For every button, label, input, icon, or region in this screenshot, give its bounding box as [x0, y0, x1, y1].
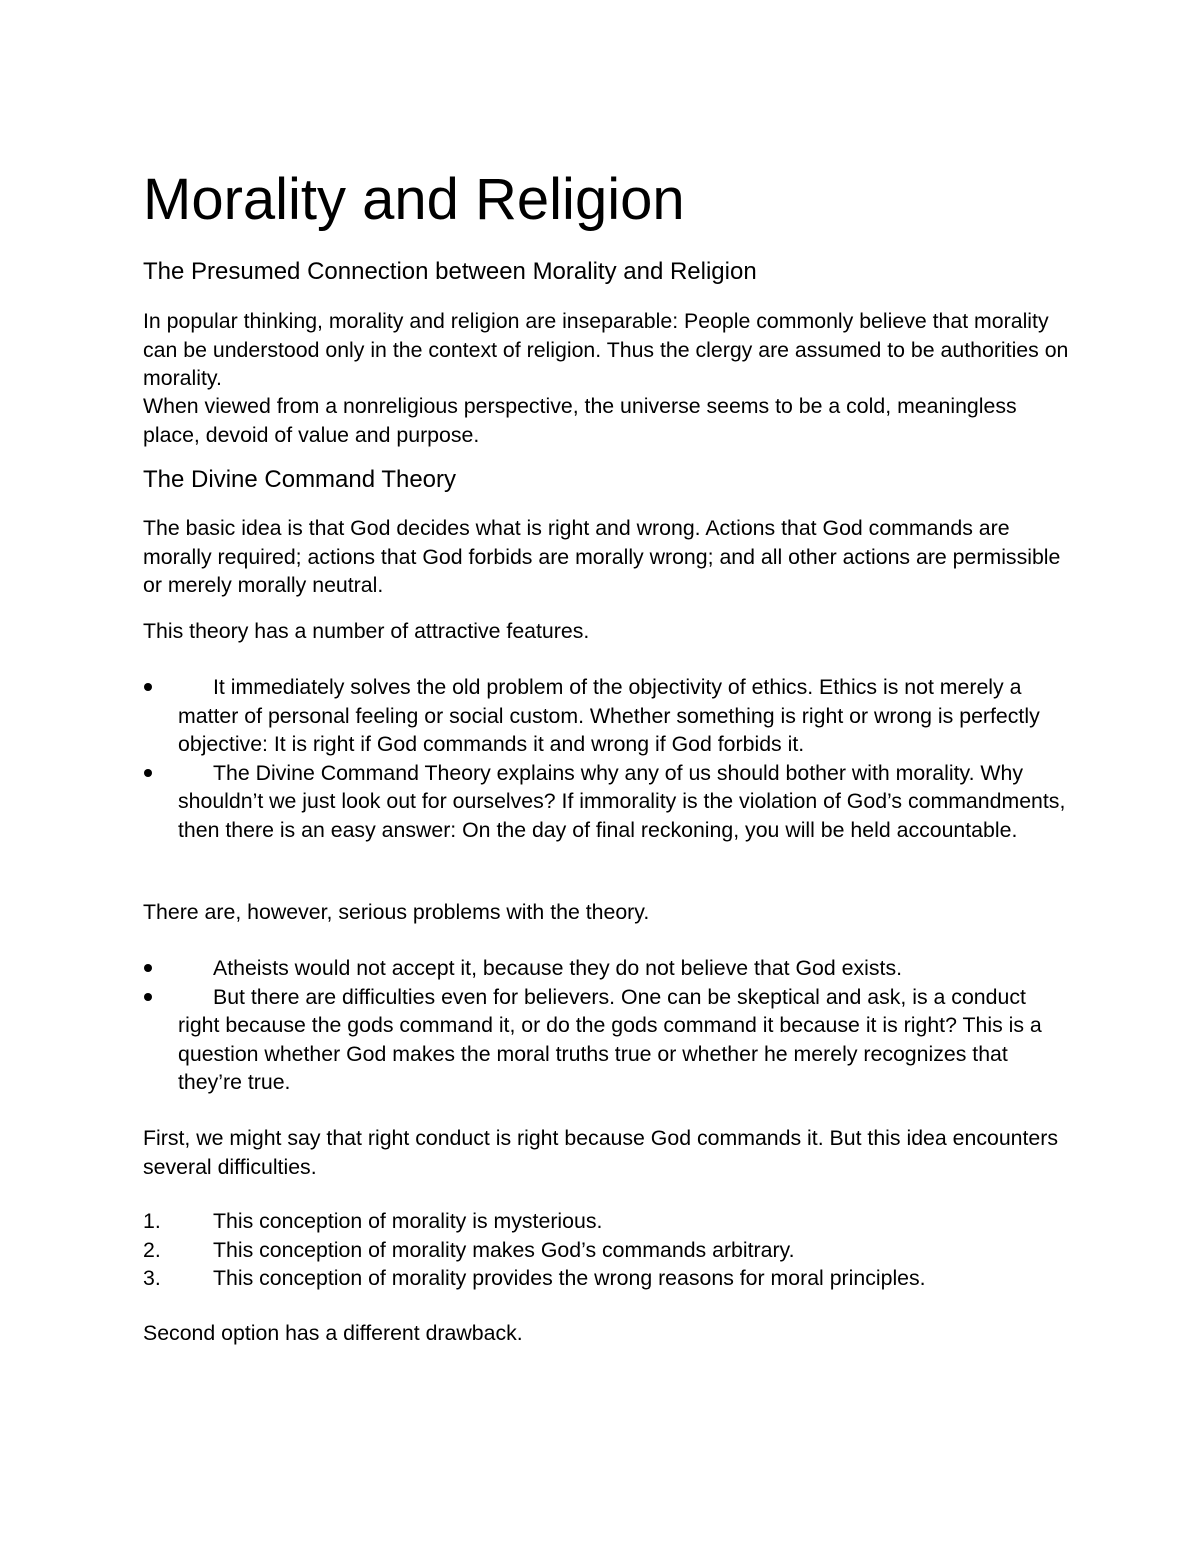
list-item	[143, 983, 1073, 1097]
difficulty-text: This conception of morality is mysterious.	[213, 1209, 603, 1233]
list-item	[143, 759, 1073, 845]
list-number: 2.	[143, 1237, 161, 1262]
feature-text: It immediately solves the old problem of the objectivity of ethics. Ethics is not merely a matter of personal feeling or social custom. Whether something is right or wrong is perfectly objective: It is right if God commands it and wrong if God forbids it.	[178, 675, 1040, 756]
list-number: 3.	[143, 1266, 161, 1290]
list-item	[143, 1236, 1073, 1265]
features-list	[143, 673, 1073, 844]
problems-list	[143, 954, 1073, 1097]
list-item	[143, 954, 1073, 983]
paragraph-popular-thinking: In popular thinking, morality and religion are inseparable: People commonly believe that morality can be understood only in the context of religion. Thus the clergy are assumed to be authorities on morality.	[143, 309, 1069, 390]
bullet-icon	[144, 683, 152, 691]
bullet-icon	[144, 964, 152, 972]
document-title: Morality and Religion	[143, 167, 685, 232]
bullet-icon	[144, 993, 152, 1001]
paragraph-second-option: Second option has a different drawback.	[143, 1321, 523, 1345]
paragraph-nonreligious-view: When viewed from a nonreligious perspective, the universe seems to be a cold, meaningless place, devoid of value and purpose.	[143, 394, 1017, 447]
list-number: 1.	[143, 1209, 161, 1233]
paragraph-serious-problems: There are, however, serious problems with the theory.	[143, 900, 650, 924]
list-item	[143, 673, 1073, 759]
feature-text: The Divine Command Theory explains why any of us should bother with morality. Why shouldn’t we just look out for ourselves? If immorality is the violation of God’s commandments, then there is an easy answer: On the day of final reckoning, you will be held accountable.	[178, 760, 1066, 842]
paragraph-attractive-features: This theory has a number of attractive features.	[143, 619, 590, 643]
section-heading-divine-command: The Divine Command Theory	[143, 466, 457, 493]
section-heading-connection: The Presumed Connection between Morality and Religion	[143, 258, 757, 285]
paragraph-first-option: First, we might say that right conduct is right because God commands it. But this idea encounters several difficulties.	[143, 1126, 1059, 1179]
list-item	[143, 1264, 1073, 1293]
problem-text: Atheists would not accept it, because they do not believe that God exists.	[213, 956, 903, 980]
paragraph-basic-idea: The basic idea is that God decides what is right and wrong. Actions that God commands are morally required; actions that God forbids are morally wrong; and all other actions are permissible or merely morally neutral.	[143, 516, 1061, 597]
problem-text: But there are difficulties even for believers. One can be skeptical and ask, is a conduct right because the gods command it, or do the gods command it because it is right? This is a question whether God makes the moral truths true or whether he merely recognizes that they’re true.	[178, 984, 1042, 1094]
difficulties-list	[143, 1207, 1073, 1293]
bullet-icon	[144, 769, 152, 777]
difficulty-text: This conception of morality provides the wrong reasons for moral principles.	[213, 1266, 926, 1290]
list-item	[143, 1207, 1073, 1236]
difficulty-text: This conception of morality makes God’s commands arbitrary.	[213, 1237, 795, 1262]
